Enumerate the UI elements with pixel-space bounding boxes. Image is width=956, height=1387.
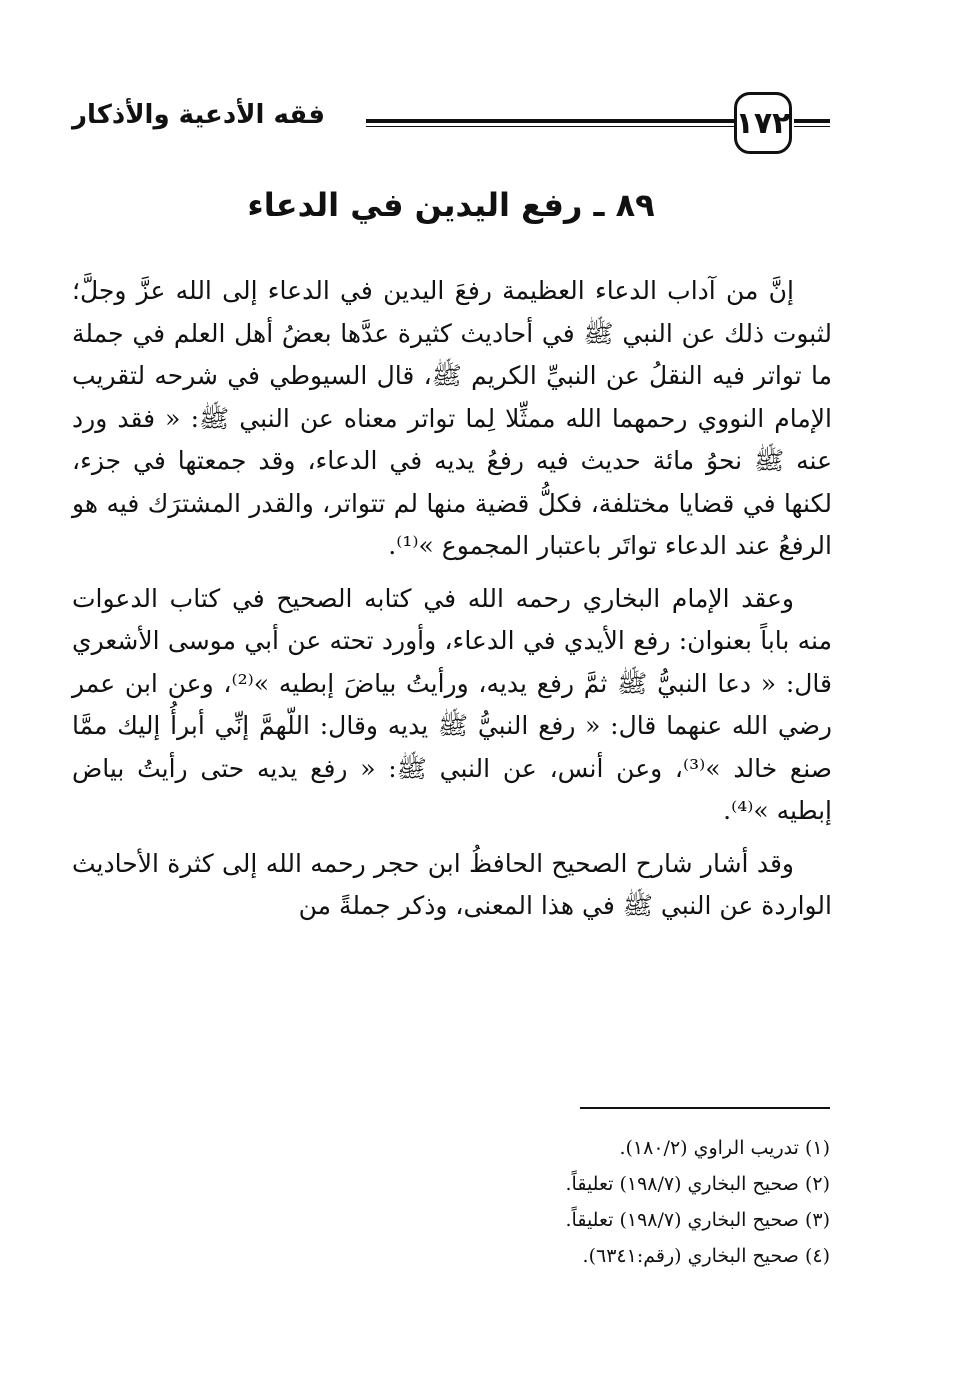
chapter-title: ٨٩ ـ رفع اليدين في الدعاء <box>247 186 655 224</box>
body-text <box>72 270 832 938</box>
paragraph: إنَّ من آداب الدعاء العظيمة رفعَ اليدين في الدعاء إلى الله عزَّ وجلَّ؛ لثبوت ذلك عن النبي ﷺ في أحاديث كثيرة عدَّها بعضُ أهل العلم في جملة ما تواتر فيه النقلُ عن النبيِّ الكريم ﷺ، قال السيوطي في شرحه لتقريب الإمام النووي رحمهما الله ممثِّلا لِما تواتر معناه عن النبي ﷺ: « فقد ورد عنه ﷺ نحوُ مائة حديث فيه رفعُ يديه في الدعاء، وقد جمعتها في جزء، لكنها في قضايا مختلفة، فكلُّ قضية منها لم تتواتر، والقدر المشترَك فيه هو الرفعُ عند الدعاء تواتَر باعتبار المجموع »⁽¹⁾. <box>72 276 832 560</box>
paragraph: وعقد الإمام البخاري رحمه الله في كتابه الصحيح في كتاب الدعوات منه باباً بعنوان: رفع الأيدي في الدعاء، وأورد تحته عن أبي موسى الأشعري قال: « دعا النبيُّ ﷺ ثمَّ رفع يديه، ورأيتُ بياضَ إبطيه »⁽²⁾، وعن ابن عمر رضي الله عنهما قال: « رفع النبيُّ ﷺ يديه وقال: اللّهمَّ إنِّي أبرأُ إليك ممَّا صنع خالد »⁽³⁾، وعن أنس، عن النبي ﷺ: « رفع يديه حتى رأيتُ بياض إبطيه »⁽⁴⁾. <box>72 583 832 825</box>
header-rule-right <box>794 119 830 123</box>
footnote: (٤) صحيح البخاري (رقم:٦٣٤١). <box>582 1245 830 1267</box>
running-title: فقه الأدعية والأذكار <box>72 100 325 130</box>
running-header <box>72 92 830 154</box>
page-number-badge: ١٧٢ <box>734 92 792 154</box>
footnote: (١) تدريب الراوي (١٨٠/٢). <box>619 1137 830 1159</box>
footnote: (٢) صحيح البخاري (١٩٨/٧) تعليقاً. <box>565 1173 830 1195</box>
footnote: (٣) صحيح البخاري (١٩٨/٧) تعليقاً. <box>565 1209 830 1231</box>
paragraph: وقد أشار شارح الصحيح الحافظُ ابن حجر رحمه الله إلى كثرة الأحاديث الواردة عن النبي ﷺ في هذا المعنى، وذكر جملةً من <box>72 848 832 920</box>
header-rule-middle <box>366 119 736 123</box>
footnotes <box>210 1130 830 1274</box>
footnote-separator <box>580 1107 830 1109</box>
